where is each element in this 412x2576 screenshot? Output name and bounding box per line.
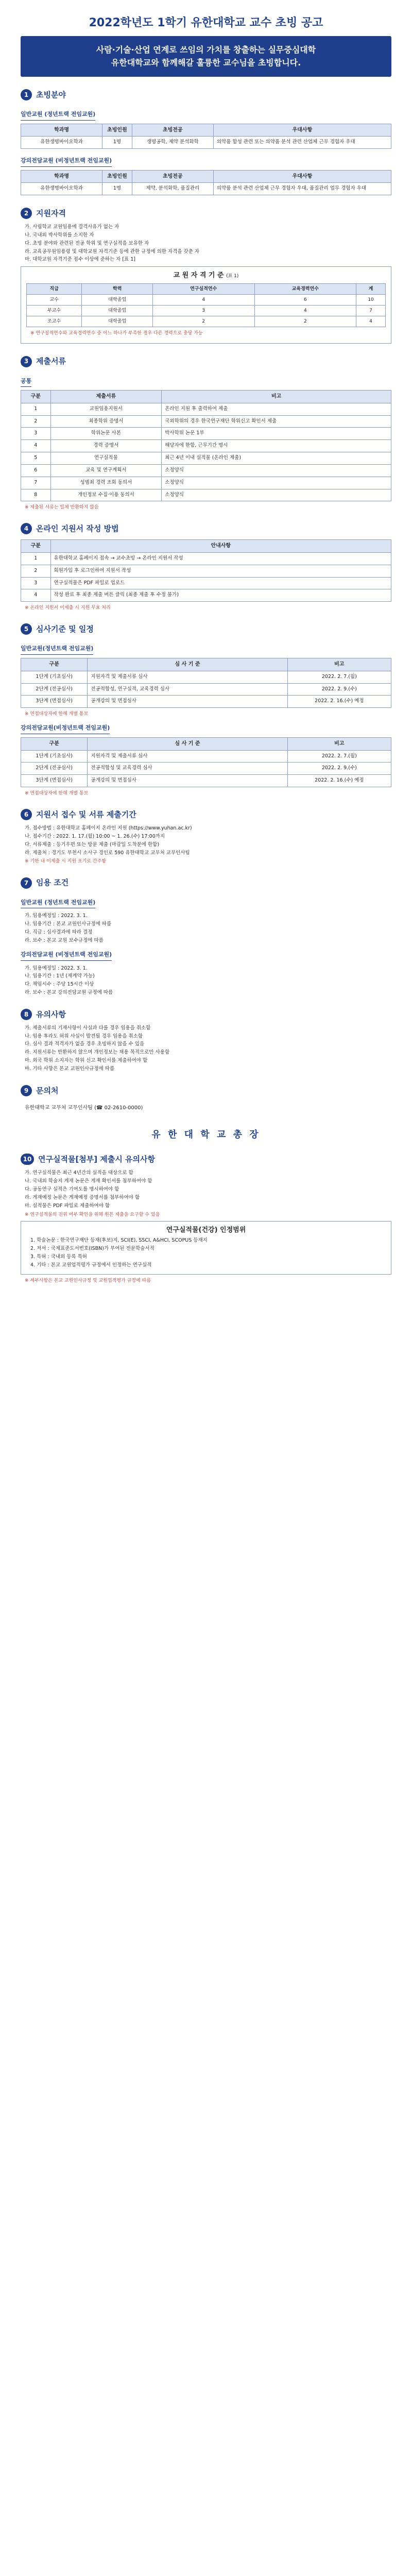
subsection-title: 강의전담교원(비정년트랙 전임교원) <box>21 724 110 734</box>
section-title: 지원자격 <box>36 209 66 218</box>
section-note: ※ 제출된 서류는 일체 반환하지 않음 <box>25 505 99 511</box>
table-cell: 생명공학, 제약 분석화학 <box>132 137 213 149</box>
table-cell: 작성 완료 후 최종 제출 버튼 클릭 (최종 제출 후 수정 불가) <box>50 589 391 602</box>
table-cell: 개인정보 수집·이용 동의서 <box>50 489 162 501</box>
table-cell: 의약품 분석 관련 산업체 근무 경험자 우대, 품질관리 업무 경험자 우대 <box>213 183 391 195</box>
table-row <box>21 671 391 683</box>
list-item: 다. 책임시수 : 주당 15시간 이상 <box>25 981 94 988</box>
section-application-period <box>21 809 391 865</box>
research-scope-box <box>21 1221 391 1275</box>
table-cell: 2022. 2. 9.(수) <box>287 762 391 775</box>
col-header: 직급 <box>27 283 82 294</box>
col-header: 학과명 <box>21 170 102 183</box>
col-header: 초빙전공 <box>132 124 213 137</box>
col-header: 비고 <box>287 738 391 751</box>
president-signature: 유 한 대 학 교 총 장 <box>151 1129 261 1141</box>
section-screening <box>21 623 391 796</box>
box-note: ※ 연구실적연수와 교육경력연수 중 어느 하나가 부족한 경우 다른 경력으로 충당 가능 <box>30 331 203 336</box>
col-header: 우대사항 <box>213 124 391 137</box>
table-cell: 3 <box>21 428 51 440</box>
table-row <box>21 183 391 195</box>
table-cell: 연구실적물은 PDF 파일로 업로드 <box>50 577 391 589</box>
list-item: 가. 사립학교 교원임용에 결격사유가 없는 자 <box>25 224 119 230</box>
subsection-title: 강의전담교원 (비정년트랙 전임교원) <box>21 951 112 961</box>
grade-table <box>26 283 386 328</box>
table-cell: 3단계 (면접심사) <box>21 696 88 708</box>
section-research-attachments <box>21 1154 391 1284</box>
table-cell: 1 <box>21 552 51 565</box>
table-cell: 2 <box>21 565 51 577</box>
table-cell: 경력 증명서 <box>50 440 162 452</box>
table-cell: 2 <box>152 316 254 327</box>
table-cell: 4 <box>21 589 51 602</box>
section-title: 심사기준 및 일정 <box>36 624 94 634</box>
table-cell: 교원임용지원서 <box>50 403 162 415</box>
table-row <box>21 750 391 762</box>
section-title: 연구실적물[첨부] 제출시 유의사항 <box>38 1155 156 1164</box>
list-item: 나. 국내외 박사학위를 소지한 자 <box>25 232 94 238</box>
table-cell: 4 <box>356 316 386 327</box>
list-item: 라. 보수 : 본교 강의전담교원 규정에 따름 <box>25 989 113 995</box>
list-item: 나. 국내외 학술지 게재 논문은 게재 확인서를 첨부하여야 함 <box>25 1178 152 1184</box>
section-number: 7 <box>21 877 32 889</box>
list-item: 라. 제출처 : 경기도 부천시 소사구 경인로 590 유한대학교 교무처 교무인사팀 <box>25 850 190 856</box>
section-title: 제출서류 <box>36 357 66 366</box>
table-cell: 7 <box>356 306 386 316</box>
list-item: 1. 학술논문 : 한국연구재단 등재(후보)지, SCI(E), SSCI, A&HCI, SCOPUS 등재지 <box>30 1238 208 1244</box>
table-cell: 8 <box>21 489 51 501</box>
qualification-box <box>21 266 391 343</box>
table-row <box>21 552 391 565</box>
list-item: 마. 실적물은 PDF 파일로 제출하여야 함 <box>25 1202 110 1209</box>
section-number: 8 <box>21 1009 32 1020</box>
table-cell: 10 <box>356 294 386 305</box>
table-cell: 의약품 합성 관련 또는 의약품 분석 관련 산업체 근무 경험자 우대 <box>213 137 391 149</box>
col-header: 교육경력연수 <box>254 283 356 294</box>
list-item: 나. 임용 후라도 허위 사실이 발견될 경우 임용을 취소함 <box>25 1033 143 1039</box>
table-cell: 2022. 2. 9.(수) <box>287 683 391 696</box>
table-cell: 6 <box>254 294 356 305</box>
list-item: 나. 접수기간 : 2022. 1. 17.(월) 10:00 ~ 1. 26.(수) 17:00까지 <box>25 834 165 840</box>
box-title: 교 원 자 격 기 준 <box>173 272 224 280</box>
documents-table <box>21 390 391 501</box>
section-note: ※ 연구실적물의 진위 여부 확인을 위해 원본 제출을 요구할 수 있음 <box>25 1212 160 1217</box>
col-header: 초빙인원 <box>102 124 132 137</box>
table-cell: 4 <box>254 306 356 316</box>
table-cell: 소정양식 <box>162 477 391 489</box>
table-row <box>21 403 391 415</box>
section-title: 지원서 접수 및 서류 제출기간 <box>36 810 136 820</box>
subsection-title: 공통 <box>21 378 31 387</box>
section-online-application <box>21 523 391 611</box>
list-item: 다. 서류제출 : 등기우편 또는 방문 제출 (마감일 도착분에 한함) <box>25 841 160 848</box>
table-cell: 지원자격 및 제출서류 심사 <box>88 671 287 683</box>
table-cell: 박사학위 논문 1부 <box>162 428 391 440</box>
section-recruitment-fields <box>21 89 391 195</box>
col-header: 초빙전공 <box>132 170 213 183</box>
list-item: 라. 게재예정 논문은 게재예정 증명서를 첨부하여야 함 <box>25 1194 140 1200</box>
table-row <box>21 137 391 149</box>
table-cell: 유한대학교 홈페이지 접속 → 교수초빙 → 온라인 지원서 작성 <box>50 552 391 565</box>
col-header: 구분 <box>21 540 51 553</box>
table-cell: 4 <box>21 440 51 452</box>
table-cell: 6 <box>21 464 51 477</box>
table-cell: 2단계 (전공심사) <box>21 762 88 775</box>
banner <box>21 36 391 77</box>
section-title: 문의처 <box>36 1086 59 1095</box>
table-cell: 소정양식 <box>162 464 391 477</box>
final-note: ※ 세부사항은 본교 교원인사규정 및 교원업적평가 규정에 따름 <box>25 1278 151 1284</box>
table-row <box>21 683 391 696</box>
banner-line-1: 사람·기술·산업 연계로 쓰임의 가치를 창출하는 실무중심대학 <box>96 44 316 55</box>
list-item: 다. 공동연구 실적은 기여도를 명시하여야 함 <box>25 1187 119 1193</box>
section-number: 10 <box>21 1154 34 1165</box>
col-header: 초빙인원 <box>102 170 132 183</box>
section-number: 6 <box>21 809 32 820</box>
section-note: ※ 온라인 지원서 미제출 시 지원 무효 처리 <box>25 605 111 611</box>
table-cell: 5 <box>21 452 51 465</box>
table-cell: 성범죄 경력 조회 동의서 <box>50 477 162 489</box>
table-row <box>21 762 391 775</box>
table-cell: 1단계 (기초심사) <box>21 671 88 683</box>
table-cell: 교육 및 연구계획서 <box>50 464 162 477</box>
table-row <box>21 464 391 477</box>
table-row <box>21 415 391 428</box>
table-cell: 학위논문 사본 <box>50 428 162 440</box>
list-item: 다. 초빙 분야와 관련된 전공 학위 및 연구실적을 보유한 자 <box>25 240 149 246</box>
fields-table-2 <box>21 170 391 195</box>
table-cell: 유한생명바이오학과 <box>21 137 102 149</box>
online-table <box>21 539 391 602</box>
col-header: 구분 <box>21 738 88 751</box>
col-header: 우대사항 <box>213 170 391 183</box>
section-notices <box>21 1009 391 1073</box>
screening-table-2 <box>21 737 391 787</box>
list-item: 마. 대학교원 자격기준 점수 이상에 준하는 자 [표 1] <box>25 257 135 263</box>
table-cell: 국외학위의 경우 한국연구재단 학위신고 확인서 제출 <box>162 415 391 428</box>
list-item: 가. 임용예정일 : 2022. 3. 1. <box>25 913 88 919</box>
table-cell: 유한생명바이오학과 <box>21 183 102 195</box>
table-row <box>21 589 391 602</box>
section-note: ※ 면접대상자에 한해 개별 통보 <box>25 711 89 717</box>
subsection-title: 일반교원 (정년트랙 전임교원) <box>21 111 95 121</box>
col-header: 심 사 기 준 <box>88 658 287 671</box>
table-cell: 2022. 2. 16.(수) 예정 <box>287 696 391 708</box>
section-number: 2 <box>21 208 32 219</box>
table-cell: 회원가입 후 로그인하여 지원서 작성 <box>50 565 391 577</box>
section-contact <box>21 1085 391 1115</box>
section-number: 9 <box>21 1085 32 1096</box>
table-cell: 전공적합성 및 교육경력 심사 <box>88 762 287 775</box>
section-number: 1 <box>21 89 32 100</box>
table-cell: 1명 <box>102 137 132 149</box>
section-note: ※ 면접대상자에 한해 개별 통보 <box>25 791 89 796</box>
table-cell: 부교수 <box>27 306 82 316</box>
table-row <box>21 565 391 577</box>
section-number: 5 <box>21 623 32 635</box>
box-unit: (표 1) <box>226 274 239 279</box>
table-cell: 7 <box>21 477 51 489</box>
table-row <box>21 489 391 501</box>
section-qualifications <box>21 208 391 343</box>
table-cell: 소정양식 <box>162 489 391 501</box>
col-header: 제출서류 <box>50 391 162 403</box>
section-title: 임용 조건 <box>36 878 69 888</box>
banner-line-2: 유한대학교와 함께해갈 훌륭한 교수님을 초빙합니다. <box>111 58 301 68</box>
table-cell: 대학졸업 <box>82 316 152 327</box>
table-cell: 연구실적물 <box>50 452 162 465</box>
table-cell: 2022. 2. 7.(월) <box>287 671 391 683</box>
table-row <box>27 306 386 316</box>
table-cell: 2 <box>254 316 356 327</box>
list-item: 라. 지원서류는 반환하지 않으며 개인정보는 채용 목적으로만 사용함 <box>25 1049 170 1056</box>
list-item: 가. 연구실적물은 최근 4년간의 실적을 대상으로 함 <box>25 1170 133 1176</box>
table-cell: 2 <box>21 415 51 428</box>
col-header: 구분 <box>21 391 51 403</box>
list-item: 다. 직급 : 심사결과에 따라 결정 <box>25 929 93 936</box>
table-row <box>21 577 391 589</box>
table-cell: 3 <box>152 306 254 316</box>
list-item: 4. 기타 : 본교 교원업적평가 규정에서 인정하는 연구실적 <box>30 1262 152 1268</box>
list-item: 가. 임용예정일 : 2022. 3. 1. <box>25 965 88 971</box>
table-cell: 제약, 분석화학, 품질관리 <box>132 183 213 195</box>
section-conditions <box>21 877 391 996</box>
list-item: 라. 보수 : 본교 교원 보수규정에 따름 <box>25 937 104 943</box>
table-cell: 지원자격 및 제출서류 심사 <box>88 750 287 762</box>
table-cell: 3 <box>21 577 51 589</box>
col-header: 심 사 기 준 <box>88 738 287 751</box>
list-item: 가. 제출서류의 기재사항이 사실과 다를 경우 임용을 취소함 <box>25 1025 151 1031</box>
list-item: 라. 교육공무원임용령 및 대학교원 자격기준 등에 관한 규정에 의한 자격을 갖춘 자 <box>25 248 200 255</box>
list-item: 가. 접수방법 : 유한대학교 홈페이지 온라인 지원 (https://www.yuhan.ac.kr) <box>25 825 192 832</box>
table-cell: 2022. 2. 16.(수) 예정 <box>287 775 391 787</box>
table-row <box>27 294 386 305</box>
subsection-title: 일반교원 (정년트랙 전임교원) <box>21 899 95 909</box>
table-cell: 2단계 (전공심사) <box>21 683 88 696</box>
list-item: 다. 심사 결과 적격자가 없을 경우 초빙하지 않을 수 있음 <box>25 1041 145 1047</box>
subsection-title: 일반교원(정년트랙 전임교원) <box>21 645 93 655</box>
col-header: 학력 <box>82 283 152 294</box>
table-row <box>21 477 391 489</box>
table-cell: 1단계 (기초심사) <box>21 750 88 762</box>
table-row <box>27 316 386 327</box>
table-cell: 3단계 (면접심사) <box>21 775 88 787</box>
list-item: 나. 임용기간 : 1년 (재계약 가능) <box>25 973 95 979</box>
list-item: 마. 외국 학위 소지자는 학위 신고 확인서를 제출하여야 함 <box>25 1058 148 1064</box>
section-title: 온라인 지원서 작성 방법 <box>36 524 119 534</box>
section-documents <box>21 356 391 511</box>
table-cell: 대학졸업 <box>82 294 152 305</box>
table-row <box>21 696 391 708</box>
fields-table <box>21 124 391 149</box>
section-title: 유의사항 <box>36 1009 66 1019</box>
table-cell: 조교수 <box>27 316 82 327</box>
col-header: 연구실적연수 <box>152 283 254 294</box>
table-cell: 1 <box>21 403 51 415</box>
table-cell: 교수 <box>27 294 82 305</box>
list-item: 바. 기타 사항은 본교 교원인사규정에 따름 <box>25 1065 115 1072</box>
table-cell: 최종학위 증명서 <box>50 415 162 428</box>
table-cell: 공개강의 및 면접심사 <box>88 696 287 708</box>
page-title: 2022학년도 1학기 유한대학교 교수 초빙 공고 <box>89 16 323 29</box>
table-cell: 공개강의 및 면접심사 <box>88 775 287 787</box>
box-title: 연구실적물(건강) 인정범위 <box>166 1226 246 1234</box>
table-cell: 해당자에 한함, 근무기간 명시 <box>162 440 391 452</box>
table-cell: 대학졸업 <box>82 306 152 316</box>
col-header: 구분 <box>21 658 88 671</box>
section-title: 초빙분야 <box>36 90 66 99</box>
table-cell: 온라인 지원 후 출력하여 제출 <box>162 403 391 415</box>
list-item: 나. 임용기간 : 본교 교원인사규정에 따름 <box>25 921 112 927</box>
table-cell: 4 <box>152 294 254 305</box>
section-number: 4 <box>21 523 32 534</box>
col-header: 학과명 <box>21 124 102 137</box>
table-row <box>21 775 391 787</box>
col-header: 안내사항 <box>50 540 391 553</box>
list-item: 3. 특허 : 국내외 등록 특허 <box>30 1253 87 1260</box>
col-header: 비고 <box>162 391 391 403</box>
table-cell: 2022. 2. 7.(월) <box>287 750 391 762</box>
contact-info: 유한대학교 교무처 교무인사팀 (☎ 02-2610-0000) <box>25 1105 143 1111</box>
col-header: 비고 <box>287 658 391 671</box>
table-cell: 1명 <box>102 183 132 195</box>
section-number: 3 <box>21 356 32 367</box>
table-row <box>21 440 391 452</box>
table-row <box>21 428 391 440</box>
screening-table-1 <box>21 658 391 708</box>
col-header: 계 <box>356 283 386 294</box>
table-cell: 전공적합성, 연구실적, 교육경력 심사 <box>88 683 287 696</box>
section-note: ※ 기한 내 미제출 시 지원 포기로 간주함 <box>25 859 106 865</box>
list-item: 2. 저서 : 국제표준도서번호(ISBN)가 부여된 전문학술서적 <box>30 1246 154 1252</box>
table-cell: 최근 4년 이내 실적물 (온라인 제출) <box>162 452 391 465</box>
subsection-title: 강의전담교원 (비정년트랙 전임교원) <box>21 157 112 167</box>
table-row <box>21 452 391 465</box>
